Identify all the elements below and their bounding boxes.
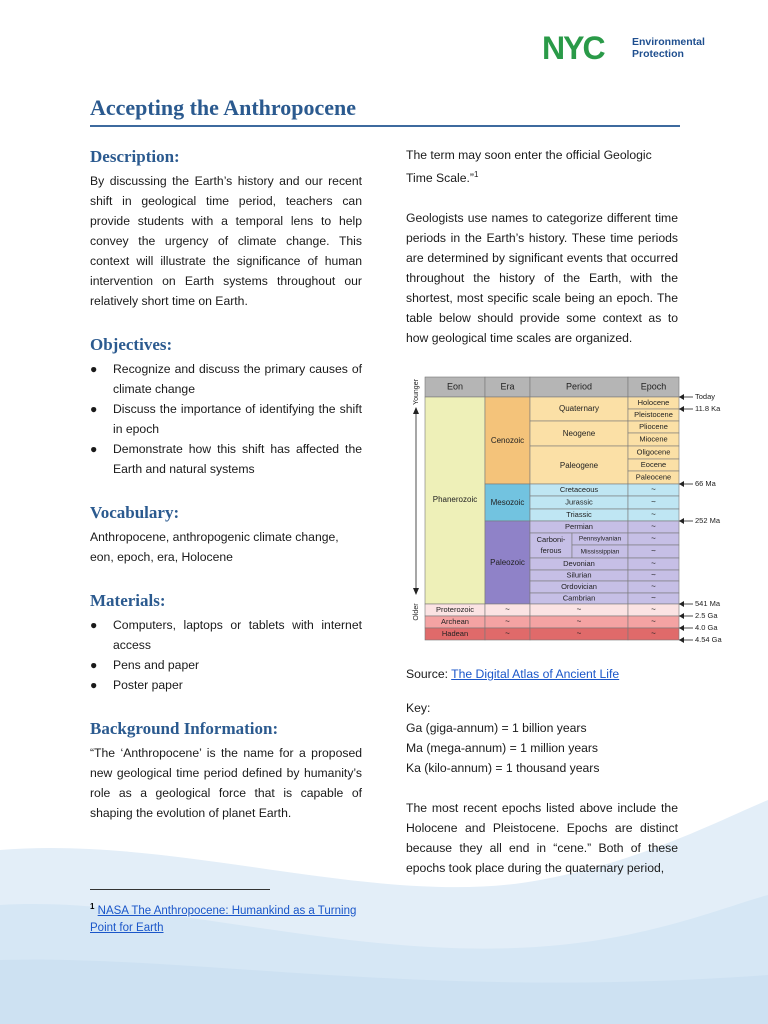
nyc-dep-logo — [542, 33, 705, 63]
list-item: ● Recognize and discuss the primary causes of climate change — [90, 362, 362, 396]
epoch-dash-label: ~ — [651, 546, 656, 556]
tick-ga25-label: 2.5 Ga — [695, 610, 718, 620]
description-text: By discussing the Earth’s history and our recent shift in geological time period, teachers can provide students with a temporal lens to help convey the urgency of climate change. This context will illustrate the significance of human intervention on Earth systems throughout our relatively short time on Earth. — [90, 174, 362, 308]
dash-label: ~ — [651, 605, 656, 615]
tick-ga40-label: 4.0 Ga — [695, 622, 718, 632]
source-link[interactable]: The Digital Atlas of Ancient Life — [451, 667, 620, 681]
list-item: ● Computers, laptops or tablets with internet access — [90, 618, 362, 652]
materials-list — [90, 615, 362, 695]
background-heading: Background Information: — [90, 719, 279, 738]
era-cenozoic-label: Cenozoic — [490, 436, 525, 446]
epoch-miocene-label: Miocene — [639, 434, 668, 444]
tick-arrow-today — [679, 394, 684, 400]
epoch-oligocene-label: Oligocene — [636, 447, 671, 457]
logo-line-2: Protection — [632, 48, 684, 60]
right-column-lower — [406, 664, 678, 878]
vocabulary-text: Anthropocene, anthropogenic climate change, eon, epoch, era, Holocene — [90, 530, 339, 564]
list-item: ● Poster paper — [90, 678, 183, 692]
epoch-dash-label: ~ — [651, 582, 656, 592]
epoch-pliocene-label: Pliocene — [639, 421, 668, 431]
period-triassic-label: Triassic — [566, 509, 592, 519]
source-line: Source: The Digital Atlas of Ancient Life — [406, 667, 620, 681]
header-era-label: Era — [500, 381, 515, 392]
background-text: “The ‘Anthropocene’ is the name for a proposed new geological time period defined by humanity’s role as a geological force that is capable of shaping the evolution of planet Earth. — [90, 746, 362, 820]
eon-hadean-label: Hadean — [441, 628, 469, 638]
tick-today-label: Today — [695, 391, 716, 401]
epoch-dash-label: ~ — [651, 559, 656, 569]
period-devonian-label: Devonian — [563, 558, 595, 568]
geologists-paragraph: Geologists use names to categorize different time periods in the Earth’s history. These time periods are determined by significant events that occurred throughout the history of the Earth, with the shortest, most specific scale being an epoch. The table below should provide some context as to how geological time scales are organized. — [406, 211, 678, 346]
period-cretaceous-label: Cretaceous — [559, 484, 599, 494]
epoch-dash-label: ~ — [651, 593, 656, 603]
footnote-link[interactable]: NASA The Anthropocene: Humankind as a Turning Point for Earth — [90, 904, 357, 934]
period-silurian-label: Silurian — [566, 570, 592, 580]
page-title: Accepting the Anthropocene — [90, 95, 357, 120]
eon-archean-label: Archean — [441, 616, 469, 626]
geologic-time-table — [406, 372, 760, 652]
period-pennsylvanian-label: Pennsylvanian — [578, 535, 622, 543]
tick-arrow-ma252 — [679, 518, 684, 524]
objectives-heading: Objectives: — [90, 335, 173, 354]
key-item-ka: Ka (kilo-annum) = 1 thousand years — [406, 761, 600, 775]
header-epoch-label: Epoch — [640, 381, 667, 392]
tick-ma66-label: 66 Ma — [695, 478, 716, 488]
period-paleogene-label: Paleogene — [559, 461, 599, 471]
tick-arrow-ka11 — [679, 406, 684, 412]
vocabulary-heading: Vocabulary: — [90, 503, 180, 522]
list-item: ● Demonstrate how this shift has affected the Earth and natural systems — [90, 442, 362, 476]
materials-heading: Materials: — [90, 591, 166, 610]
objectives-list — [90, 359, 362, 479]
footnote — [90, 898, 362, 937]
dash-label: ~ — [505, 629, 510, 639]
time-arrow-up-head — [413, 407, 419, 414]
key-item-ma: Ma (mega-annum) = 1 million years — [406, 741, 599, 755]
list-item: ● Discuss the importance of identifying the shift in epoch — [90, 402, 362, 436]
logo-line-1: Environmental — [632, 36, 705, 48]
younger-label: Younger — [412, 379, 420, 405]
tick-ka11-label: 11.8 Ka — [695, 403, 721, 413]
footnote-divider — [90, 889, 270, 890]
header-period-label: Period — [565, 381, 593, 392]
epoch-pleistocene-label: Pleistocene — [634, 409, 673, 419]
epochs-paragraph: The most recent epochs listed above include the Holocene and Pleistocene. Epochs are distinct because they all end in “cene.” Both of these epochs took place during the quaternary period, — [406, 801, 678, 875]
eon-proterozoic-label: Proterozoic — [436, 604, 474, 614]
title-divider — [90, 125, 680, 127]
nyc-logo-mark — [542, 33, 628, 63]
era-paleozoic-label: Paleozoic — [490, 558, 525, 568]
right-column — [406, 145, 678, 348]
period-permian-label: Permian — [565, 521, 593, 531]
left-column — [90, 145, 362, 823]
epoch-dash-label: ~ — [651, 510, 656, 520]
dash-label: ~ — [576, 605, 582, 615]
period-mississippian-label: Mississippian — [580, 548, 620, 556]
epoch-holocene-label: Holocene — [637, 397, 670, 407]
description-heading: Description: — [90, 147, 180, 166]
dash-label: ~ — [505, 605, 510, 615]
dash-label: ~ — [651, 629, 656, 639]
tick-arrow-ga454 — [679, 637, 684, 643]
list-item: ● Pens and paper — [90, 658, 200, 672]
nyc-logo-text: NYC — [542, 33, 604, 63]
dash-label: ~ — [576, 617, 582, 627]
epoch-dash-label: ~ — [651, 534, 656, 544]
epoch-dash-label: ~ — [651, 522, 656, 532]
dash-label: ~ — [576, 629, 582, 639]
epoch-dash-label: ~ — [651, 570, 656, 580]
epoch-dash-label: ~ — [651, 485, 656, 495]
period-carboniferous-label-1: Carboni- — [536, 534, 566, 544]
time-arrow-down-head — [413, 588, 419, 595]
period-jurassic-label: Jurassic — [565, 497, 593, 507]
epoch-paleocene-label: Paleocene — [635, 472, 672, 482]
footnote-number: 1 — [90, 902, 95, 911]
period-neogene-label: Neogene — [562, 429, 596, 439]
header-eon-label: Eon — [446, 381, 464, 392]
tick-ga454-label: 4.54 Ga — [695, 634, 722, 644]
period-carboniferous-label-2: ferous — [540, 545, 562, 555]
tick-arrow-ga40 — [679, 625, 684, 631]
epoch-eocene-label: Eocene — [640, 459, 667, 469]
tick-ma252-label: 252 Ma — [695, 515, 721, 525]
dash-label: ~ — [505, 617, 510, 627]
tick-arrow-ma66 — [679, 481, 684, 487]
intro-paragraph: The term may soon enter the official Geologic Time Scale.”$^1$ — [406, 148, 652, 186]
key-item-ga: Ga (giga-annum) = 1 billion years — [406, 721, 587, 735]
older-label: Older — [412, 603, 420, 621]
period-quaternary-label: Quaternary — [558, 404, 600, 414]
tick-arrow-ma541 — [679, 601, 684, 607]
period-cambrian-label: Cambrian — [562, 593, 596, 603]
tick-arrow-ga25 — [679, 613, 684, 619]
epoch-dash-label: ~ — [651, 497, 656, 507]
dash-label: ~ — [651, 617, 656, 627]
tick-ma541-label: 541 Ma — [695, 598, 721, 608]
eon-phanerozoic-label: Phanerozoic — [432, 495, 478, 505]
era-mesozoic-label: Mesozoic — [490, 498, 525, 508]
period-ordovician-label: Ordovician — [561, 581, 597, 591]
key-title: Key: — [406, 701, 431, 715]
